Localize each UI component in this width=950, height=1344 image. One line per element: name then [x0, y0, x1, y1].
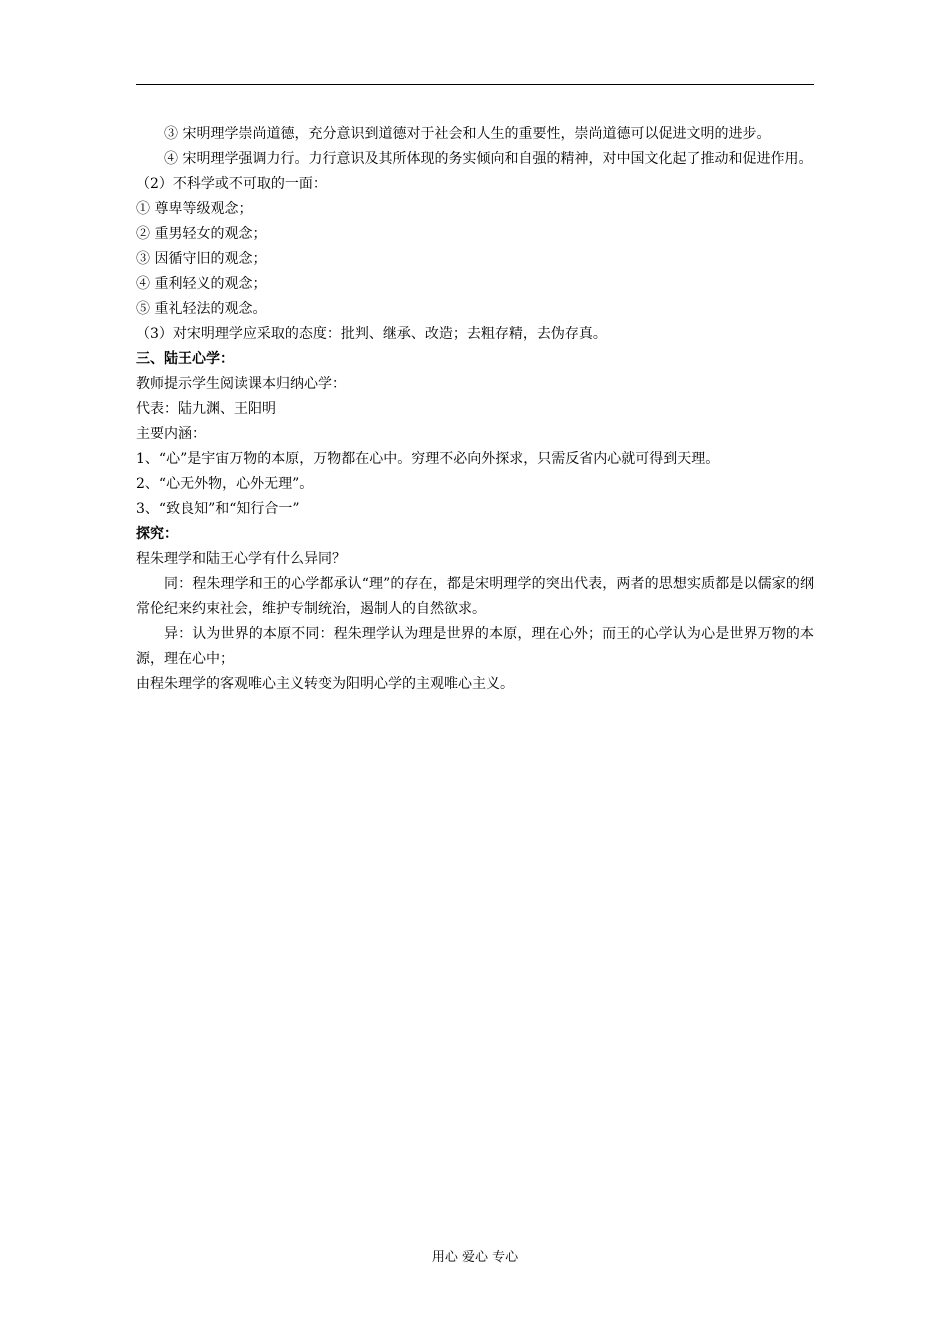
- list-item-4: ④ 重利轻义的观念；: [136, 276, 267, 292]
- explore-question: 程朱理学和陆王心学有什么异同？: [136, 551, 346, 567]
- list-item-1: ① 尊卑等级观念；: [136, 201, 253, 217]
- paragraph-representatives: 代表：陆九渊、王阳明: [136, 401, 276, 417]
- list-item-5: ⑤ 重礼轻法的观念。: [136, 301, 267, 317]
- page-footer: 用心 爱心 专心: [431, 1250, 519, 1265]
- difference-paragraph: 异：认为世界的本原不同：程朱理学认为理是世界的本原，理在心外；而王的心学认为心是世界万物的本源，理在心中；: [136, 626, 814, 667]
- paragraph-attitude: （3）对宋明理学应采取的态度：批判、继承、改造；去粗存精，去伪存真。: [136, 326, 607, 342]
- paragraph-1: ③ 宋明理学崇尚道德，充分意识到道德对于社会和人生的重要性，崇尚道德可以促进文明的进步。: [164, 126, 771, 142]
- conclusion-paragraph: 由程朱理学的客观唯心主义转变为阳明心学的主观唯心主义。: [136, 676, 514, 692]
- document-body: [136, 122, 814, 697]
- explore-heading: 探究：: [136, 526, 178, 542]
- paragraph-teacher-prompt: 教师提示学生阅读课本归纳心学：: [136, 376, 346, 392]
- paragraph-main-content: 主要内涵：: [136, 426, 206, 442]
- paragraph-2: ④ 宋明理学强调力行。力行意识及其所体现的务实倾向和自强的精神，对中国文化起了推动和促进作用。: [164, 151, 813, 167]
- list-item-3: ③ 因循守旧的观念；: [136, 251, 267, 267]
- similarity-paragraph: 同：程朱理学和王的心学都承认“理”的存在，都是宋明理学的突出代表，两者的思想实质都是以儒家的纲常伦纪来约束社会，维护专制统治，遏制人的自然欲求。: [136, 576, 814, 617]
- point-1: 1、“心”是宇宙万物的本原，万物都在心中。穷理不必向外探求，只需反省内心就可得到天理。: [136, 451, 720, 467]
- section-heading: 三、陆王心学：: [136, 351, 234, 367]
- paragraph-3: （2）不科学或不可取的一面：: [136, 176, 327, 192]
- list-item-2: ② 重男轻女的观念；: [136, 226, 267, 242]
- header-rule: [136, 84, 814, 85]
- point-2: 2、“心无外物，心外无理”。: [136, 476, 314, 492]
- point-3: 3、“致良知”和“知行合一”: [136, 501, 300, 517]
